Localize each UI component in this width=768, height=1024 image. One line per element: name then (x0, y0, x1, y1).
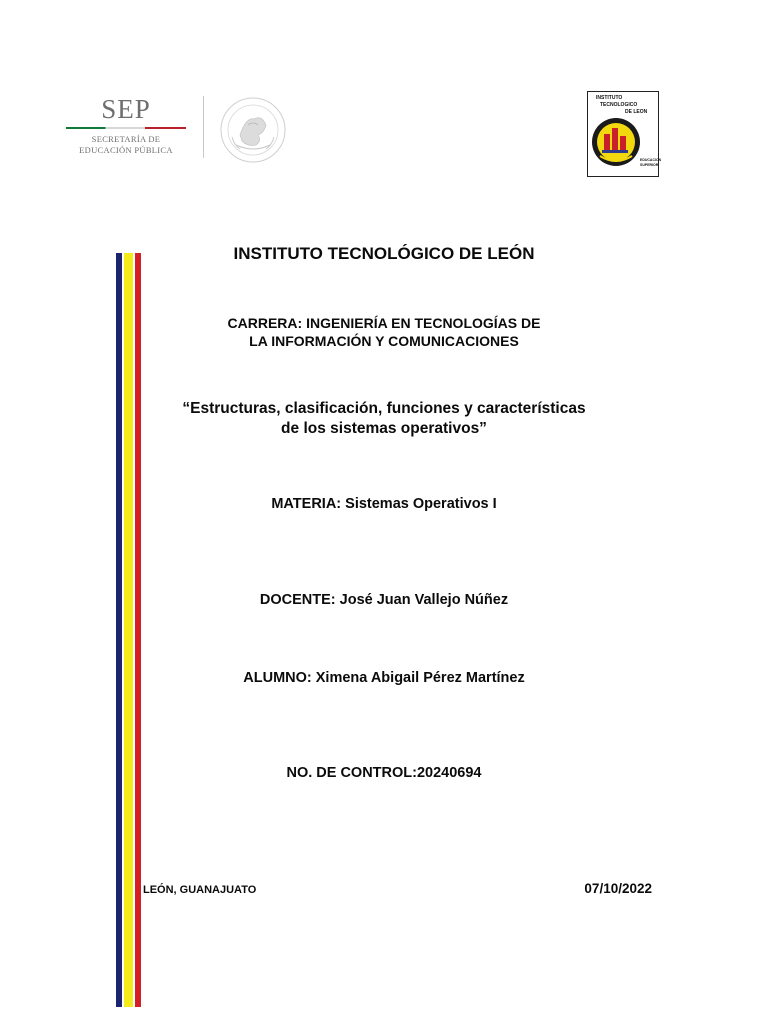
document-title-line2: de los sistemas operativos” (281, 420, 487, 437)
control-number (140, 765, 628, 781)
stripe-yellow (124, 253, 133, 1007)
stripe-red (135, 253, 141, 1007)
sep-logo-tricolor-line (66, 127, 186, 129)
sep-logo (62, 92, 190, 162)
control-label: NO. DE CONTROL: (286, 765, 417, 781)
itl-logo-line4: EDUCACION (640, 158, 662, 162)
subject (140, 496, 628, 512)
career-line1: CARRERA: INGENIERÍA EN TECNOLOGÍAS DE (227, 315, 541, 331)
subject-value: Sistemas Operativos I (341, 496, 497, 512)
teacher-label: DOCENTE: (259, 592, 336, 608)
itl-logo-line5: SUPERIOR (640, 163, 659, 167)
itl-logo-line3: DE LEON (625, 109, 648, 115)
subject-label: MATERIA: (271, 496, 342, 512)
national-seal-icon (218, 95, 288, 165)
teacher (140, 592, 628, 608)
location: LEÓN, GUANAJUATO (143, 884, 257, 896)
document-title (140, 399, 628, 439)
itl-logo-line2: TECNOLOGICO (600, 102, 638, 108)
student-value: Ximena Abigail Pérez Martínez (311, 670, 525, 686)
teacher-value: José Juan Vallejo Núñez (335, 592, 509, 608)
institute-name: INSTITUTO TECNOLÓGICO DE LEÓN (233, 244, 535, 263)
student-label: ALUMNO: (243, 670, 312, 686)
itl-logo (587, 91, 662, 177)
itl-emblem-icon (590, 112, 642, 172)
stripe-blue (116, 253, 122, 1007)
student (140, 670, 628, 686)
sep-logo-acronym: SEP (101, 94, 151, 124)
control-value: 20240694 (416, 765, 482, 781)
date: 07/10/2022 (584, 881, 652, 896)
document-title-line1: “Estructuras, clasificación, funciones y características (182, 400, 586, 417)
sep-logo-line1: SECRETARÍA DE (91, 134, 161, 144)
sep-logo-line2: EDUCACIÓN PÚBLICA (79, 145, 173, 155)
logo-divider (203, 96, 204, 158)
career-line2: LA INFORMACIÓN Y COMUNICACIONES (249, 333, 519, 349)
itl-logo-line1: INSTITUTO (596, 95, 623, 101)
career (140, 314, 628, 350)
